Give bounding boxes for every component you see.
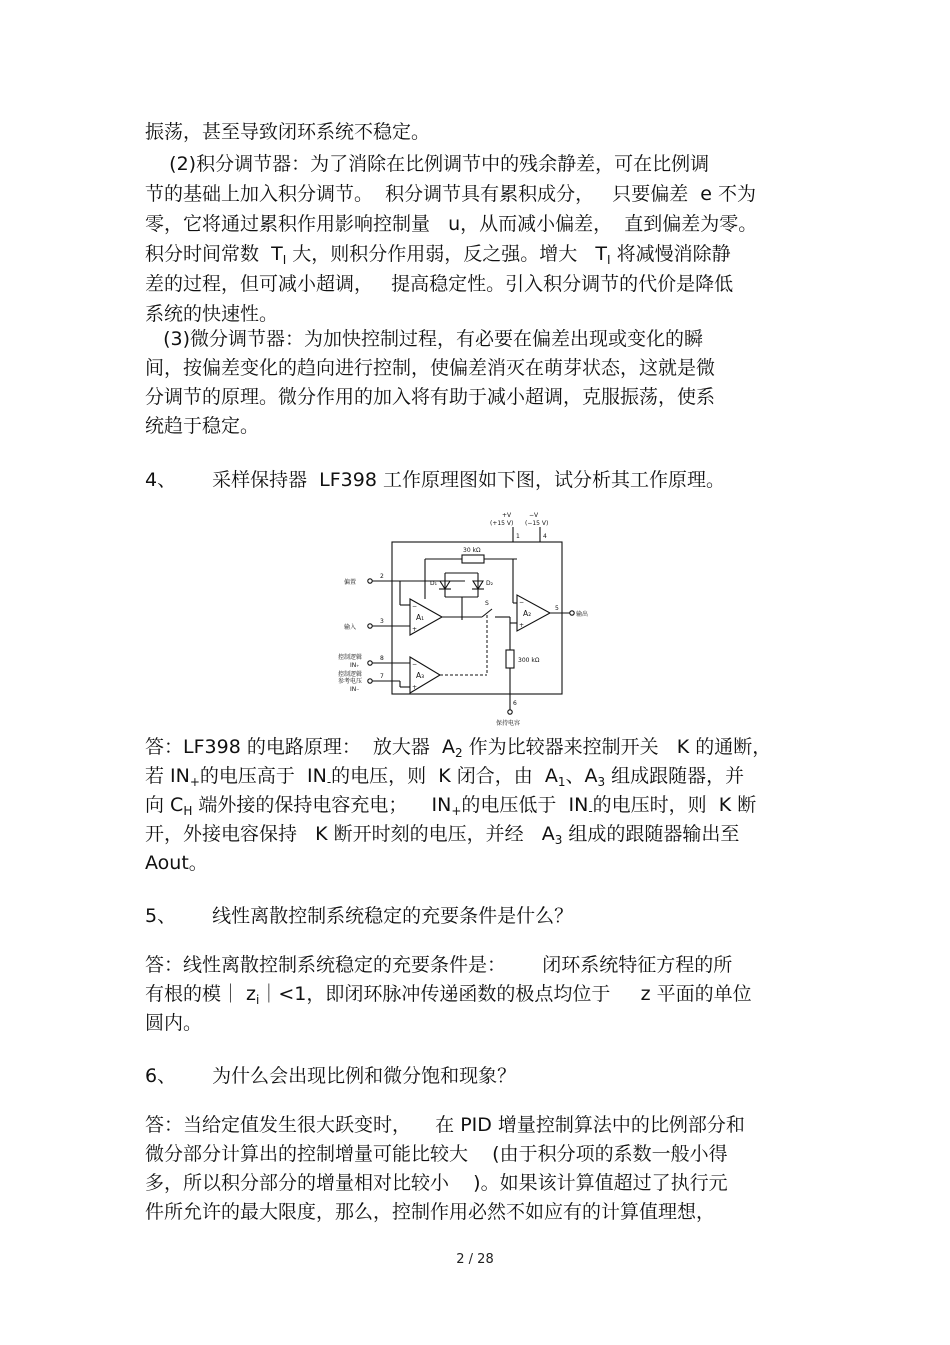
subscript: I (282, 253, 287, 267)
question-number: 5、 (145, 905, 177, 927)
bias-terminal (368, 579, 372, 583)
d2-label: D₂ (486, 580, 494, 587)
answer-6-line: 答：当给定值发生很大跃变时， 在 PID 增量控制算法中的比例部分和 (145, 1114, 745, 1136)
page-number: 2 / 28 (456, 1252, 494, 1267)
question-5 (145, 904, 573, 928)
svg-text:−: − (412, 661, 418, 668)
answer-5-line: 圆内。 (145, 1012, 203, 1034)
question-4 (145, 468, 725, 492)
a1-label: A₁ (416, 613, 425, 622)
text-line: 节的基础上加入积分调节。 积分调节具有累积成分， 只要偏差 e 不为 (145, 183, 757, 205)
in-plus-label: IN₊ (350, 662, 360, 669)
svg-text:−: − (519, 599, 525, 606)
question-text: 采样保持器 LF398 工作原理图如下图，试分析其工作原理。 (212, 469, 725, 491)
pin-1: 1 (516, 533, 520, 540)
pin-2: 2 (380, 573, 384, 580)
answer-5-line: 有根的模｜ $z_i|<1$，即闭环脉冲传递函数的极点均位于 z 平面的单位 (145, 983, 752, 1007)
lf398-circuit-diagram (330, 505, 620, 730)
a2-label: A₂ (523, 609, 532, 618)
a3-label: A₃ (416, 671, 425, 680)
hold-cap-label: 保持电容 (496, 720, 521, 727)
answer-4-line: 若 $IN_+$的电压高于 $IN_-$的电压，则 K 闭合，由 $A_1$、$A_3$ 组成跟随器，并 (145, 765, 745, 789)
output-label: 输出 (576, 611, 589, 618)
answer-6-line: 微分部分计算出的控制增量可能比较大 (由于积分项的系数一般小得 (145, 1143, 728, 1165)
answer-5-line: 答：线性离散控制系统稳定的充要条件是： 闭环系统特征方程的所 (145, 954, 733, 976)
subscript: I (607, 253, 611, 267)
text-line: 间，按偏差变化的趋向进行控制，使偏差消灭在萌芽状态，这就是微 (145, 357, 716, 379)
input-terminal (368, 624, 372, 628)
text-line: (2)积分调节器：为了消除在比例调节中的残余静差，可在比例调 (145, 153, 710, 175)
text-span: 大，则积分作用弱，反之强。增大 T (286, 243, 607, 265)
text-line: (3)微分调节器：为加快控制过程，有必要在偏差出现或变化的瞬 (145, 328, 704, 350)
answer-4-line: 向 $C_H$ 端外接的保持电容充电； $IN_+$的电压低于 $IN_-$的电压时，则 K 断 (145, 794, 757, 818)
switch-label: S (485, 600, 489, 607)
vplus-label: +V (502, 512, 512, 519)
question-text: 线性离散控制系统稳定的充要条件是什么？ (212, 905, 574, 927)
resistor-300k-label: 300 kΩ (518, 657, 540, 664)
resistor-30k-label: 30 kΩ (463, 547, 481, 554)
text-line: 振荡，甚至导致闭环系统不稳定。 (145, 121, 431, 143)
vminus-value: (−15 V) (525, 520, 549, 527)
svg-text:+: + (412, 684, 418, 691)
resistor-30k (462, 555, 484, 563)
vminus-label: −V (529, 512, 539, 519)
in-plus-terminal (368, 661, 372, 665)
hold-cap-terminal (508, 710, 512, 714)
input-label: 输入 (344, 624, 357, 631)
pin-5: 5 (555, 605, 559, 612)
answer-6-line: 多，所以积分部分的增量相对比较小 )。如果该计算值超过了执行元 (145, 1172, 728, 1194)
in-minus-label: IN₋ (350, 686, 360, 693)
answer-4-line: 答：LF398 的电路原理： 放大器 $A_2$ 作为比较器来控制开关 K 的通断， (145, 736, 772, 760)
ref-voltage-label: 参考电压 (338, 678, 363, 685)
text-line (145, 242, 731, 272)
question-6 (145, 1064, 516, 1088)
pin-8: 8 (380, 655, 384, 662)
svg-text:+: + (412, 626, 418, 633)
text-span: 将减慢消除静 (610, 243, 731, 265)
pin-7: 7 (380, 673, 384, 680)
pin-6: 6 (513, 700, 517, 707)
d1-label: D₁ (430, 580, 438, 587)
in-minus-terminal (368, 679, 372, 683)
vplus-value: (+15 V) (490, 520, 514, 527)
text-line: 系统的快速性。 (145, 303, 279, 325)
svg-text:−: − (412, 603, 418, 610)
svg-text:+: + (519, 622, 525, 629)
pin-4: 4 (543, 533, 547, 540)
pin-3: 3 (380, 618, 384, 625)
text-span: 积分时间常数 T (145, 243, 283, 265)
ctrl-ref-label: 控制逻辑 (338, 671, 363, 678)
answer-4-line: 开，外接电容保持 K 断开时刻的电压，并经 $A_3$ 组成的跟随器输出至 (145, 823, 740, 847)
bias-label: 偏置 (344, 579, 357, 586)
question-number: 4、 (145, 469, 177, 491)
question-text: 为什么会出现比例和微分饱和现象？ (212, 1065, 517, 1087)
resistor-300k (506, 650, 514, 668)
answer-6-line: 件所允许的最大限度，那么，控制作用必然不如应有的计算值理想， (145, 1201, 716, 1223)
answer-4-line: Aout。 (145, 852, 208, 874)
question-number: 6、 (145, 1065, 177, 1087)
text-line: 统趋于稳定。 (145, 415, 260, 437)
text-line: 零，它将通过累积作用影响控制量 u，从而减小偏差， 直到偏差为零。 (145, 213, 758, 235)
ctrl-logic-label: 控制逻辑 (338, 654, 363, 661)
output-terminal (570, 611, 574, 615)
text-line: 差的过程，但可减小超调， 提高稳定性。引入积分调节的代价是降低 (145, 273, 734, 295)
text-line: 分调节的原理。微分作用的加入将有助于减小超调，克服振荡，使系 (145, 386, 716, 408)
